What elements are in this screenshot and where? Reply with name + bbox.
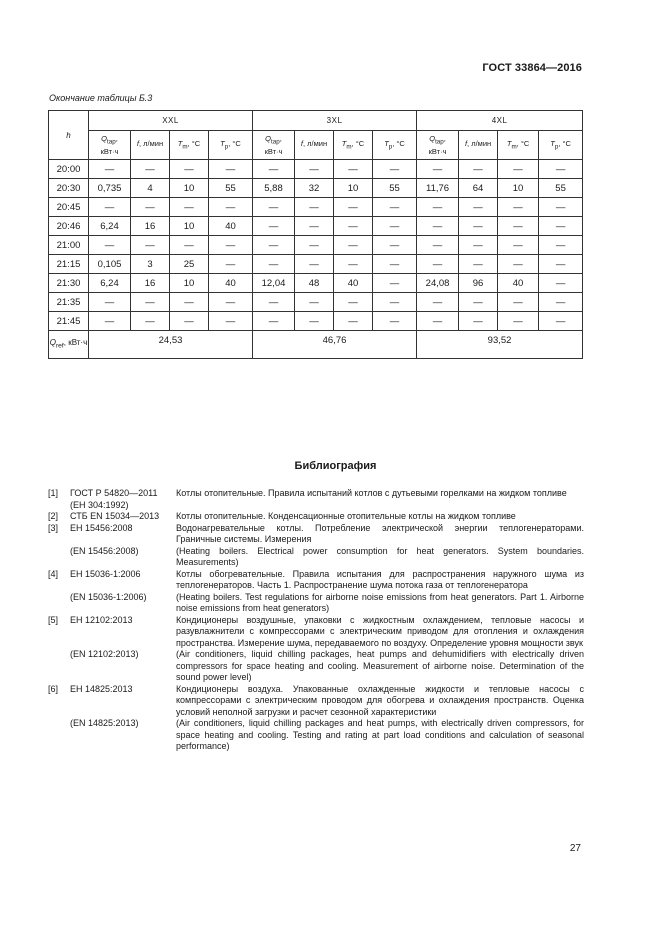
- total-symbol: Q: [49, 338, 56, 348]
- column-symbol: Q: [101, 134, 108, 144]
- column-header: [459, 131, 498, 160]
- value-cell: —: [209, 236, 253, 255]
- value-cell: 16: [131, 274, 170, 293]
- value-cell: —: [459, 198, 498, 217]
- subheader-row: [49, 131, 583, 160]
- entry-title: (Heating boilers. Electrical power consumption for heat generators. System boundaries. Measurements): [176, 545, 584, 567]
- value-cell: —: [131, 312, 170, 331]
- entry-title: (Heating boilers. Test regulations for airborne noise emissions from heat generators. Part 1. Airborne noise emissions from heat generators): [176, 591, 584, 613]
- value-cell: 12,04: [253, 274, 295, 293]
- value-cell: 40: [209, 274, 253, 293]
- value-cell: 32: [295, 179, 334, 198]
- value-cell: —: [209, 198, 253, 217]
- value-cell: —: [498, 293, 539, 312]
- value-cell: —: [498, 236, 539, 255]
- entry-title: Котлы отопительные. Конденсационные отопительные котлы на жидком топливе: [176, 511, 516, 521]
- table-row: [49, 236, 583, 255]
- bibliography-entry: [48, 546, 584, 569]
- column-unit-suffix: ,: [443, 134, 446, 144]
- column-symbol: f: [300, 138, 303, 148]
- value-cell: 6,24: [89, 274, 131, 293]
- total-value: 93,52: [417, 331, 583, 359]
- value-cell: —: [170, 160, 209, 179]
- value-cell: 3: [131, 255, 170, 274]
- value-cell: —: [209, 160, 253, 179]
- value-cell: —: [295, 255, 334, 274]
- entry-code: (EN 12102:2013): [70, 649, 139, 659]
- column-header: [417, 131, 459, 160]
- group-header-xxl: XXL: [89, 111, 253, 131]
- value-cell: —: [170, 293, 209, 312]
- value-cell: —: [417, 293, 459, 312]
- value-cell: 55: [209, 179, 253, 198]
- bibliography-entry: [48, 684, 584, 719]
- value-cell: 40: [498, 274, 539, 293]
- value-cell: 40: [334, 274, 373, 293]
- column-unit-suffix: , л/мин: [467, 138, 492, 148]
- entry-code: (EN 15036-1:2006): [70, 591, 147, 602]
- column-unit-suffix: , °C: [351, 138, 365, 148]
- value-cell: 10: [170, 274, 209, 293]
- entry-number: [48, 649, 70, 684]
- entry-code: ЕН 12102:2013: [70, 614, 133, 625]
- total-unit: , кВт·ч: [63, 338, 88, 348]
- value-cell: —: [373, 160, 417, 179]
- column-unit: кВт·ч: [264, 146, 283, 156]
- value-cell: —: [459, 236, 498, 255]
- time-cell: 20:00: [49, 160, 89, 179]
- table-row: [49, 312, 583, 331]
- total-subscript: ref: [55, 342, 64, 350]
- value-cell: —: [334, 236, 373, 255]
- entry-title: Водонагревательные котлы. Потребление электрической энергии теплогенераторами. Граничные системы. Измерения: [176, 522, 584, 544]
- value-cell: —: [417, 160, 459, 179]
- value-cell: —: [539, 293, 583, 312]
- group-header-row: [49, 111, 583, 131]
- value-cell: 10: [170, 179, 209, 198]
- entry-number: [1]: [48, 488, 59, 498]
- value-cell: —: [334, 293, 373, 312]
- total-value: 24,53: [89, 331, 253, 359]
- value-cell: —: [373, 293, 417, 312]
- bibliography-title: Библиография: [294, 460, 377, 472]
- value-cell: —: [417, 217, 459, 236]
- table-row: [49, 255, 583, 274]
- column-unit-suffix: ,: [115, 134, 118, 144]
- value-cell: —: [373, 255, 417, 274]
- value-cell: —: [373, 274, 417, 293]
- value-cell: —: [539, 160, 583, 179]
- entry-number: [6]: [48, 683, 59, 694]
- value-cell: 48: [295, 274, 334, 293]
- value-cell: —: [131, 160, 170, 179]
- value-cell: —: [459, 312, 498, 331]
- value-cell: —: [417, 255, 459, 274]
- column-header: [334, 131, 373, 160]
- bibliography-entry: [48, 488, 584, 500]
- group-header-4xl: 4XL: [417, 111, 583, 131]
- value-cell: —: [459, 255, 498, 274]
- entry-code: ЕН 14825:2013: [70, 683, 133, 694]
- value-cell: —: [539, 255, 583, 274]
- value-cell: —: [170, 312, 209, 331]
- column-symbol: f: [136, 138, 139, 148]
- value-cell: —: [539, 236, 583, 255]
- value-cell: —: [295, 236, 334, 255]
- standard-header: ГОСТ 33864—2016: [482, 62, 582, 74]
- table-row: [49, 293, 583, 312]
- column-unit-suffix: , л/мин: [302, 138, 328, 148]
- entry-code: (EN 14825:2013): [70, 718, 139, 728]
- column-unit-suffix: , °C: [228, 138, 241, 148]
- column-symbol: T: [384, 138, 389, 148]
- value-cell: —: [498, 217, 539, 236]
- value-cell: 10: [334, 179, 373, 198]
- value-cell: —: [539, 217, 583, 236]
- entry-title: [176, 500, 584, 512]
- entry-number: [4]: [48, 568, 59, 579]
- column-header: [539, 131, 583, 160]
- entry-title: Кондиционеры воздушные, упаковки с жидкостным охлаждением, тепловые насосы и разувлажнители с компрессорами с электрическим приводом для отопления и охлаждения пространства. Измерение шума, передаваемого по воздуху. Определение уровня мощности звук: [176, 614, 584, 648]
- column-unit-suffix: ,: [279, 134, 282, 144]
- value-cell: —: [253, 236, 295, 255]
- value-cell: —: [253, 198, 295, 217]
- column-header: [498, 131, 539, 160]
- value-cell: —: [295, 312, 334, 331]
- value-cell: —: [373, 198, 417, 217]
- column-unit-suffix: , °C: [392, 138, 405, 148]
- entry-number: [48, 718, 70, 753]
- bibliography-entry: [48, 615, 584, 650]
- entry-number: [48, 592, 70, 615]
- column-subscript: m: [346, 143, 352, 151]
- table-body: [49, 160, 583, 359]
- value-cell: —: [417, 312, 459, 331]
- value-cell: —: [89, 312, 131, 331]
- value-cell: —: [295, 198, 334, 217]
- value-cell: —: [253, 160, 295, 179]
- value-cell: —: [334, 217, 373, 236]
- value-cell: 5,88: [253, 179, 295, 198]
- table-row: [49, 160, 583, 179]
- value-cell: —: [539, 312, 583, 331]
- value-cell: —: [498, 198, 539, 217]
- column-subscript: tap: [271, 138, 280, 146]
- value-cell: 96: [459, 274, 498, 293]
- column-symbol: f: [464, 138, 468, 148]
- column-subscript: m: [511, 143, 517, 151]
- value-cell: —: [459, 160, 498, 179]
- value-cell: 10: [170, 217, 209, 236]
- value-cell: —: [89, 293, 131, 312]
- value-cell: —: [131, 198, 170, 217]
- value-cell: —: [131, 293, 170, 312]
- value-cell: 40: [209, 217, 253, 236]
- page-number: 27: [569, 843, 581, 854]
- value-cell: —: [334, 312, 373, 331]
- table-row: [49, 198, 583, 217]
- bibliography-entry: [48, 649, 584, 684]
- entry-number: [48, 500, 70, 512]
- value-cell: —: [89, 160, 131, 179]
- table-row: [49, 179, 583, 198]
- column-header: [170, 131, 209, 160]
- time-cell: 21:35: [49, 293, 89, 312]
- value-cell: —: [253, 217, 295, 236]
- bibliography-entry: [48, 718, 584, 753]
- value-cell: —: [539, 198, 583, 217]
- entry-title: Котлы обогревательные. Правила испытания для распространения наружного шума из теплогенераторов. Часть 1. Распространение шума потока газа от теплогенератора: [176, 568, 584, 590]
- value-cell: —: [295, 217, 334, 236]
- bibliography-entry: [48, 511, 584, 523]
- value-cell: —: [373, 312, 417, 331]
- hour-header: h: [49, 111, 89, 160]
- value-cell: —: [373, 217, 417, 236]
- column-subscript: tap: [107, 138, 116, 146]
- value-cell: 16: [131, 217, 170, 236]
- value-cell: —: [209, 293, 253, 312]
- value-cell: 0,735: [89, 179, 131, 198]
- value-cell: —: [334, 160, 373, 179]
- column-header: [373, 131, 417, 160]
- entry-title: (Air conditioners, liquid chilling packages, heat pumps and dehumidifiers with electrically driven compressors for space heating and cooling. Measurement of airborne noise. Determination of the sound power level): [176, 649, 584, 682]
- column-unit-suffix: , л/мин: [138, 138, 164, 148]
- value-cell: —: [209, 255, 253, 274]
- column-subscript: p: [224, 143, 229, 151]
- column-symbol: T: [506, 138, 512, 148]
- value-cell: —: [209, 312, 253, 331]
- time-cell: 21:15: [49, 255, 89, 274]
- value-cell: 55: [539, 179, 583, 198]
- data-table: [48, 110, 583, 359]
- column-unit-suffix: , °C: [187, 138, 201, 148]
- column-header: [295, 131, 334, 160]
- value-cell: —: [498, 255, 539, 274]
- column-subscript: p: [554, 143, 559, 151]
- value-cell: —: [417, 236, 459, 255]
- value-cell: —: [295, 293, 334, 312]
- bibliography-list: [48, 488, 584, 753]
- column-symbol: Q: [265, 134, 272, 144]
- table-caption: Окончание таблицы Б.3: [49, 93, 153, 103]
- value-cell: —: [170, 198, 209, 217]
- value-cell: 64: [459, 179, 498, 198]
- bibliography-entry: [48, 523, 584, 546]
- time-cell: 20:30: [49, 179, 89, 198]
- column-subscript: p: [388, 143, 393, 151]
- column-subscript: m: [182, 143, 188, 151]
- table-row: [49, 274, 583, 293]
- column-subscript: tap: [435, 138, 444, 146]
- value-cell: 10: [498, 179, 539, 198]
- column-unit-suffix: , °C: [516, 138, 530, 148]
- entry-title: Котлы отопительные. Правила испытаний котлов с дутьевыми горелками на жидком топливе: [176, 488, 567, 498]
- entry-number: [48, 546, 70, 569]
- value-cell: —: [498, 160, 539, 179]
- column-unit-suffix: , °C: [558, 138, 571, 148]
- entry-code: (ЕН 304:1992): [70, 499, 129, 510]
- total-value: 46,76: [253, 331, 417, 359]
- column-header: [131, 131, 170, 160]
- column-symbol: Q: [429, 134, 436, 144]
- entry-number: [2]: [48, 511, 59, 521]
- column-header: [89, 131, 131, 160]
- value-cell: —: [334, 255, 373, 274]
- bibliography-entry: [48, 592, 584, 615]
- value-cell: 55: [373, 179, 417, 198]
- column-symbol: T: [220, 138, 225, 148]
- table-row: [49, 217, 583, 236]
- value-cell: —: [295, 160, 334, 179]
- value-cell: —: [89, 198, 131, 217]
- time-cell: 20:46: [49, 217, 89, 236]
- entry-code: ЕН 15036-1:2006: [70, 568, 141, 579]
- time-cell: 20:45: [49, 198, 89, 217]
- column-header: [253, 131, 295, 160]
- column-unit: кВт·ч: [428, 146, 447, 156]
- bibliography-entry: [48, 500, 584, 512]
- value-cell: —: [89, 236, 131, 255]
- value-cell: —: [459, 293, 498, 312]
- entry-title: Кондиционеры воздуха. Упакованные охлажденные жидкости и тепловые насосы с компрессорами с электрическим проводом для обогрева и охлаждения пространств. Оценка условий неполной загрузки и расчет сезонной характеристики: [176, 683, 584, 717]
- value-cell: 6,24: [89, 217, 131, 236]
- value-cell: —: [459, 217, 498, 236]
- value-cell: —: [253, 293, 295, 312]
- value-cell: —: [334, 198, 373, 217]
- value-cell: 24,08: [417, 274, 459, 293]
- entry-title: (Air conditioners, liquid chilling packages and heat pumps, with electrically driven compressors, for space heating and cooling. Testing and rating at part load conditions and calculation of seasonal performance): [176, 718, 584, 751]
- value-cell: 0,105: [89, 255, 131, 274]
- value-cell: —: [417, 198, 459, 217]
- value-cell: —: [253, 255, 295, 274]
- time-cell: 21:30: [49, 274, 89, 293]
- total-row: [49, 331, 583, 359]
- value-cell: 25: [170, 255, 209, 274]
- column-symbol: T: [177, 138, 183, 148]
- value-cell: —: [253, 312, 295, 331]
- value-cell: —: [131, 236, 170, 255]
- entry-code: (EN 15456:2008): [70, 545, 139, 556]
- entry-number: [3]: [48, 522, 59, 533]
- column-header: [209, 131, 253, 160]
- column-symbol: T: [341, 138, 347, 148]
- time-cell: 21:45: [49, 312, 89, 331]
- value-cell: 11,76: [417, 179, 459, 198]
- bibliography-entry: [48, 569, 584, 592]
- entry-code: ЕН 15456:2008: [70, 522, 133, 533]
- column-symbol: T: [550, 138, 555, 148]
- group-header-3xl: 3XL: [253, 111, 417, 131]
- value-cell: —: [170, 236, 209, 255]
- value-cell: 4: [131, 179, 170, 198]
- time-cell: 21:00: [49, 236, 89, 255]
- total-label: [49, 331, 89, 359]
- value-cell: —: [373, 236, 417, 255]
- value-cell: —: [539, 274, 583, 293]
- column-unit: кВт·ч: [100, 146, 119, 156]
- entry-code: СТБ EN 15034—2013: [70, 511, 160, 521]
- entry-number: [5]: [48, 614, 59, 625]
- value-cell: —: [498, 312, 539, 331]
- entry-code: ГОСТ Р 54820—2011: [70, 488, 158, 498]
